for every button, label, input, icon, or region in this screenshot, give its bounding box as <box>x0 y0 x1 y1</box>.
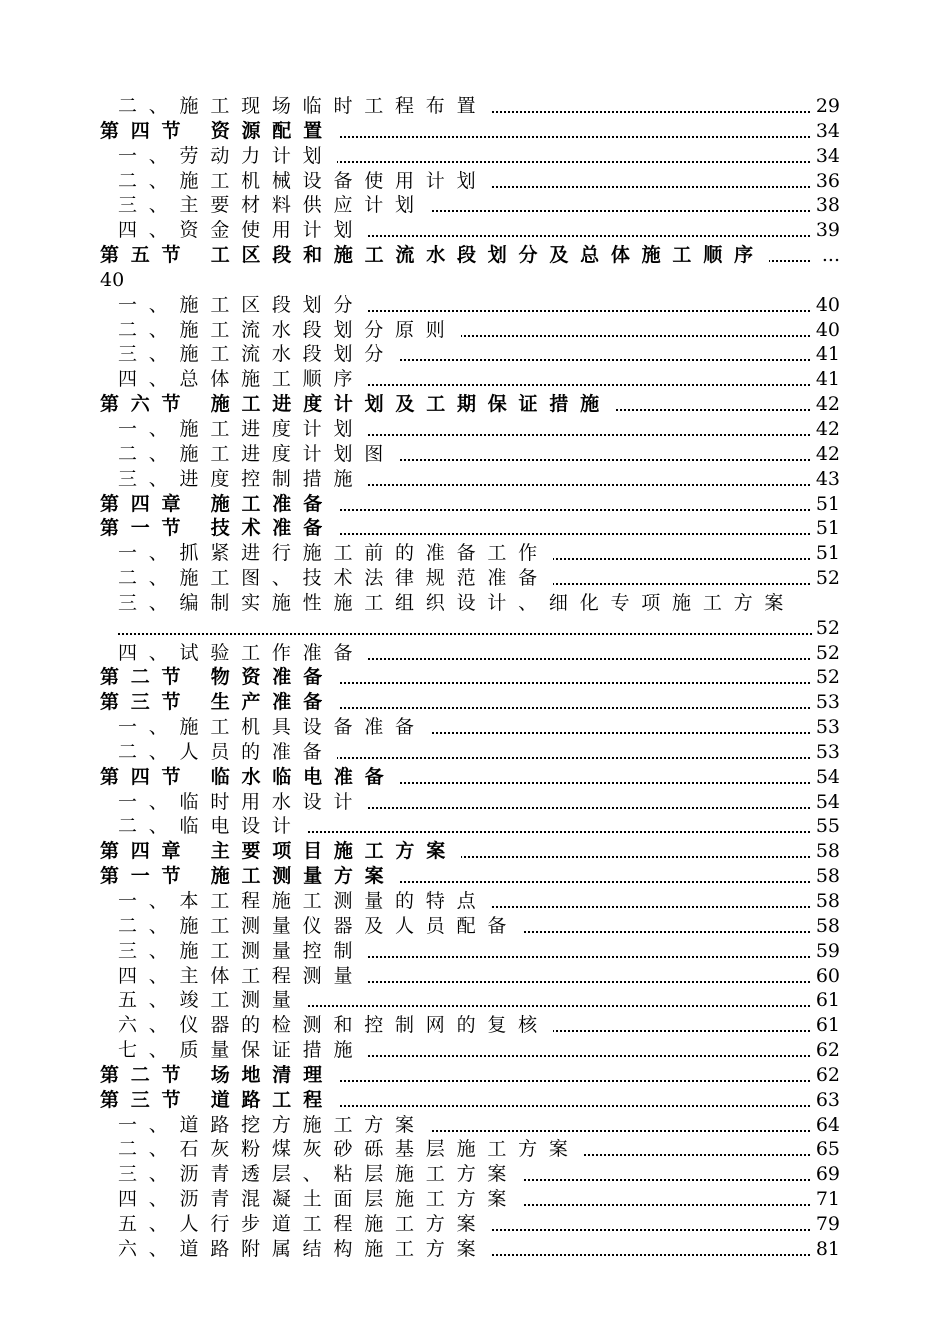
toc-page-number: 55 <box>810 814 840 839</box>
toc-page-number: 58 <box>810 839 840 864</box>
toc-label: 三、施工测量控制 <box>118 939 368 964</box>
toc-label: 六、道路附属结构施工方案 <box>118 1237 491 1262</box>
toc-label: 第一节 技术准备 <box>100 516 338 541</box>
toc-page-number: 34 <box>810 144 840 169</box>
toc-page-number: 58 <box>810 914 840 939</box>
toc-page-number: 38 <box>810 193 840 218</box>
toc-page-number: 52 <box>810 665 840 690</box>
toc-page-number: 58 <box>810 864 840 889</box>
toc-label: 第四节 资源配置 <box>100 119 338 144</box>
toc-page-number: 51 <box>810 541 840 566</box>
toc-page-number: 69 <box>810 1162 840 1187</box>
toc-label: 四、沥青混凝土面层施工方案 <box>118 1187 522 1212</box>
toc-page-number: 62 <box>810 1038 840 1063</box>
toc-page-number: 41 <box>810 367 840 392</box>
toc-page-number: 53 <box>810 690 840 715</box>
toc-page-number: 53 <box>810 740 840 765</box>
toc-page-number: 42 <box>810 442 840 467</box>
toc-label: 三、施工流水段划分 <box>118 342 399 367</box>
toc-label: 二、石灰粉煤灰砂砾基层施工方案 <box>118 1137 584 1162</box>
toc-label: 四、主体工程测量 <box>118 964 368 989</box>
toc-page-number: 61 <box>810 1013 840 1038</box>
toc-label: 五、竣工测量 <box>118 988 307 1013</box>
toc-label: 第四节 临水临电准备 <box>100 765 399 790</box>
toc-page-number: 60 <box>810 964 840 989</box>
toc-label: 一、道路挖方施工方案 <box>118 1113 430 1138</box>
toc-page-number: 40 <box>100 268 125 291</box>
toc-page-number: 52 <box>810 566 840 591</box>
toc-label: 四、资金使用计划 <box>118 218 368 243</box>
toc-page-number: 54 <box>810 765 840 790</box>
toc-page-number: 53 <box>810 715 840 740</box>
toc-label: 三、进度控制措施 <box>118 467 368 492</box>
toc-page-number: 62 <box>810 1063 840 1088</box>
toc-page-number: 52 <box>815 616 840 639</box>
toc-label: 第一节 施工测量方案 <box>100 864 399 889</box>
toc-page-number: 29 <box>810 94 840 119</box>
toc-page-number: 40 <box>810 318 840 343</box>
toc-label: 第四章 主要项目施工方案 <box>100 839 461 864</box>
toc-page-number: 34 <box>810 119 840 144</box>
toc-label: 第二节 场地清理 <box>100 1063 338 1088</box>
toc-label: 六、仪器的检测和控制网的复核 <box>118 1013 553 1038</box>
toc-page-number: 52 <box>810 641 840 666</box>
toc-label: 一、抓紧进行施工前的准备工作 <box>118 541 553 566</box>
toc-label: 二、施工现场临时工程布置 <box>118 94 491 119</box>
toc-label: 一、劳动力计划 <box>118 144 337 169</box>
toc-label: 第五节 工区段和施工流水段划分及总体施工顺序 <box>100 243 769 268</box>
toc-label: 一、临时用水设计 <box>118 790 368 815</box>
toc-item-row[interactable] <box>0 1237 950 1262</box>
toc-label: 二、临电设计 <box>118 814 307 839</box>
toc-page-number: 42 <box>810 392 840 417</box>
toc-label: 一、施工区段划分 <box>118 293 368 318</box>
toc-label: 四、总体施工顺序 <box>118 367 368 392</box>
toc-page-number: 41 <box>810 342 840 367</box>
toc-label: 第六节 施工进度计划及工期保证措施 <box>100 392 615 417</box>
toc-label: 七、质量保证措施 <box>118 1038 368 1063</box>
toc-page-number: 65 <box>810 1137 840 1162</box>
toc-page-number: 40 <box>810 293 840 318</box>
toc-page-number: 36 <box>810 169 840 194</box>
toc-page-number: 71 <box>810 1187 840 1212</box>
toc-label: 二、施工测量仪器及人员配备 <box>118 914 522 939</box>
toc-label: 第三节 生产准备 <box>100 690 338 715</box>
toc-label: 第二节 物资准备 <box>100 665 338 690</box>
toc-label: 五、人行步道工程施工方案 <box>118 1212 491 1237</box>
toc-label: 一、本工程施工测量的特点 <box>118 889 491 914</box>
toc-label: 一、施工进度计划 <box>118 417 368 442</box>
toc-label: 二、施工流水段划分原则 <box>118 318 461 343</box>
toc-page-number: 61 <box>810 988 840 1013</box>
toc-page-number: 63 <box>810 1088 840 1113</box>
toc-label: 三、沥青透层、粘层施工方案 <box>118 1162 522 1187</box>
toc-page-number: 51 <box>810 492 840 517</box>
toc-label: 二、人员的准备 <box>118 740 337 765</box>
toc-label: 一、施工机具设备准备 <box>118 715 430 740</box>
toc-page-number: 42 <box>810 417 840 442</box>
toc-page-number: ... <box>816 243 840 268</box>
toc-page-number: 54 <box>810 790 840 815</box>
toc-page-number: 81 <box>810 1237 840 1262</box>
toc-label: 二、施工图、技术法律规范准备 <box>118 566 553 591</box>
toc-item-row[interactable] <box>0 566 950 591</box>
toc-label: 第三节 道路工程 <box>100 1088 338 1113</box>
toc-label: 三、编制实施性施工组织设计、细化专项施工方案 <box>118 591 799 616</box>
toc-page-number: 59 <box>810 939 840 964</box>
toc-page-number: 58 <box>810 889 840 914</box>
toc-label: 二、施工进度计划图 <box>118 442 399 467</box>
toc-page-number: 43 <box>810 467 840 492</box>
toc-label: 四、试验工作准备 <box>118 641 368 666</box>
toc-section-row[interactable] <box>0 243 950 268</box>
toc-page-number: 51 <box>810 516 840 541</box>
toc-page-number: 79 <box>810 1212 840 1237</box>
toc-label: 第四章 施工准备 <box>100 492 338 517</box>
toc-page-number: 39 <box>810 218 840 243</box>
toc-label: 三、主要材料供应计划 <box>118 193 430 218</box>
dot-leader <box>118 613 820 635</box>
table-of-contents <box>0 94 950 1262</box>
toc-page-number: 64 <box>810 1113 840 1138</box>
toc-label: 二、施工机械设备使用计划 <box>118 169 491 194</box>
